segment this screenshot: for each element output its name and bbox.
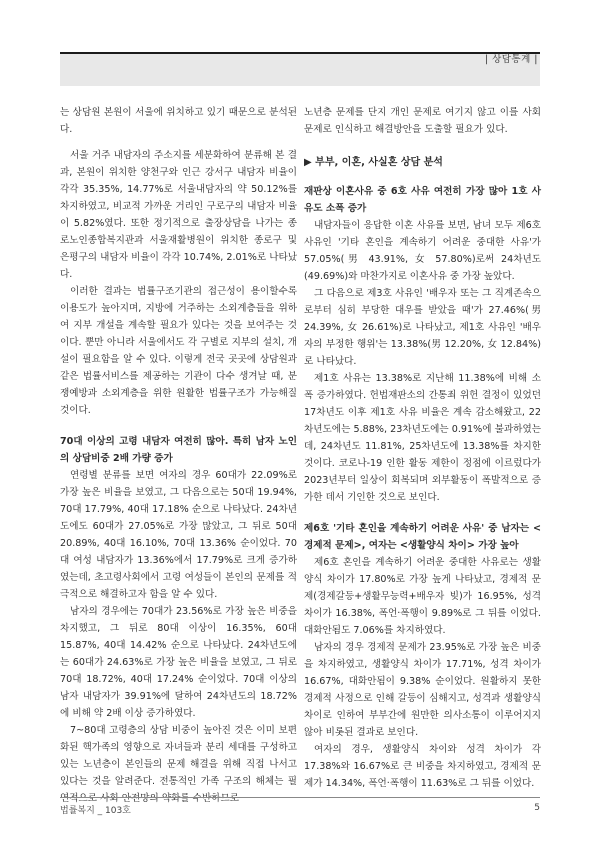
right-column [304,104,541,792]
paragraph: 서울 거주 내담자의 주소지를 세분화하여 분류해 본 결과, 본원이 위치한 양천구와 인근 강서구 내담자 비율이 각각 35.35%, 14.77%로 서울내담자의 약 50.12%를 차지하였고, 비교적 가까운 거리인 구로구의 내담자 비율이 5.82%였다. 또한 정기적으로 출장상담을 나가는 종로노인종합복지관과 서울재활병원이 위치한 종로구 및 은평구의 내담자 비율이 각각 10.74%, 2.01%로 나타났다. [60,150,297,280]
left-column [60,104,297,807]
paragraph: 는 상담원 본원이 서울에 위치하고 있기 때문으로 분석된다. [60,107,297,135]
paragraph: 노년층 문제를 단지 개인 문제로 여기지 않고 이를 사회문제로 인식하고 해결방안을 도출할 필요가 있다. [304,107,541,135]
subsection-heading: 70대 이상의 고령 내담자 여전히 많아. 특히 남자 노인의 상담비중 2배 가량 증가 [60,436,297,464]
section-heading: ▶ 부부, 이혼, 사실혼 상담 분석 [304,157,443,168]
paragraph: 7~80대 고령층의 상담 비중이 높아진 것은 이미 보편화된 핵가족의 영향으로 자녀들과 분리 세대를 구성하고 있는 노년층이 본인들의 문제 해결을 위해 직접 나서고 있다는 것을 알려준다. 전통적인 가족 구조의 해체는 필연적으로 사회 안전망의 약화를 수반하므로 [60,725,297,804]
paragraph: 제1호 사유는 13.38%로 지난해 11.38%에 비해 소폭 증가하였다. 헌법재판소의 간통죄 위헌 결정이 있었던 17차년도 이후 제1호 사유 비율은 계속 감소해왔고, 22차년도에는 5.88%, 23차년도에는 0.91%에 불과하였는데, 24차년도 11.81%, 25차년도에 13.38%를 차지한 것이다. 코로나-19 인한 활동 제한이 정점에 이르렀다가 2023년부터 일상이 회복되며 외부활동이 폭발적으로 증가한 데서 기인한 것으로 보인다. [304,373,541,503]
paragraph: 남자의 경우에는 70대가 23.56%로 가장 높은 비중을 차지했고, 그 뒤로 80대 이상이 16.35%, 60대 15.87%, 40대 14.42% 순으로 나타났다. 24차년도에는 60대가 24.63%로 가장 높은 비율을 보였고, 그 뒤로 70대 18.72%, 40대 17.24% 순이었다. 70대 이상의 남자 내담자가 39.91%에 달하여 24차년도의 18.72%에 비해 약 2배 이상 증가하였다. [60,606,297,719]
page-number: 5 [534,803,540,813]
paragraph: 내담자들이 응답한 이혼 사유를 보면, 남녀 모두 제6호 사유인 '기타 혼인을 계속하기 어려운 중대한 사유'가 57.05%(男 43.91%, 女 57.80%)로써 24차년도(49.69%)와 마찬가지로 이혼사유 중 가장 높았다. [304,220,541,282]
footer-divider [60,797,540,798]
paragraph: 연령별 분류를 보면 여자의 경우 60대가 22.09%로 가장 높은 비율을 보였고, 그 다음으로는 50대 19.94%, 70대 17.79%, 40대 17.18% 순으로 나타났다. 24차년도에도 60대가 27.05%로 가장 많았고, 그 뒤로 50대 20.89%, 40대 16.10%, 70대 13.36% 순이었다. 70대 여성 내담자가 13.36%에서 17.79%로 크게 증가하였는데, 초고령사회에서 고령 여성들이 본인의 문제를 적극적으로 해결하고자 함을 알 수 있다. [60,470,297,600]
paragraph: 그 다음으로 제3호 사유인 '배우자 또는 그 직계존속으로부터 심히 부당한 대우를 받았을 때'가 27.46%(男 24.39%, 女 26.61%)로 나타났고, 제1호 사유인 '배우자의 부정한 행위'는 13.38%(男 12.20%, 女 12.84%)로 나타났다. [304,288,541,367]
paragraph: 제6호 혼인을 계속하기 어려운 중대한 사유로는 생활양식 차이가 17.80%로 가장 높게 나타났고, 경제적 문제(경제갈등+생활무능력+배우자 빚)가 16.95%, 성격 차이가 16.38%, 폭언·폭행이 9.89%로 그 뒤를 이었다. 대화안됨도 7.06%를 차지하였다. [304,557,541,636]
section-label: | 상담통계 | [484,54,538,65]
subsection-heading: 제6호 '기타 혼인을 계속하기 어려운 사유' 중 남자는 <경제적 문제>, 여자는 <생활양식 차이> 가장 높아 [304,523,541,551]
publication-label: 법률복지 _ 103호 [60,806,131,816]
header-bar [60,52,540,86]
paragraph: 이러한 결과는 법률구조기관의 접근성이 용이할수록 이용도가 높아지며, 지방에 거주하는 소외계층들을 위하여 지부 개설을 계속할 필요가 있다는 것을 보여주는 것이다. 뿐만 아니라 서울에서도 각 구별로 지부의 설치, 개설이 필요함을 알 수 있다. 이렇게 전국 곳곳에 상담원과 같은 법률서비스를 제공하는 기관이 다수 생겨날 때, 분쟁예방과 소외계층을 위한 원활한 법률구조가 가능해질 것이다. [60,286,297,416]
paragraph: 여자의 경우, 생활양식 차이와 성격 차이가 각 17.38%와 16.67%로 큰 비중을 차지하였고, 경제적 문제가 14.34%, 폭언·폭행이 11.63%로 그 뒤를 이었다. [304,744,541,789]
subsection-heading: 재판상 이혼사유 중 6호 사유 여전히 가장 많아 1호 사유도 소폭 증가 [304,186,541,214]
paragraph: 남자의 경우 경제적 문제가 23.95%로 가장 높은 비중을 차지하였고, 생활양식 차이가 17.71%, 성격 차이가 16.67%, 대화안됨이 9.38% 순이었다. 원활하지 못한 경제적 사정으로 인해 갈등이 심해지고, 성격과 생활양식 차이로 인하여 부부간에 원만한 의사소통이 이루어지지 않아 비롯된 결과로 보인다. [304,642,541,738]
